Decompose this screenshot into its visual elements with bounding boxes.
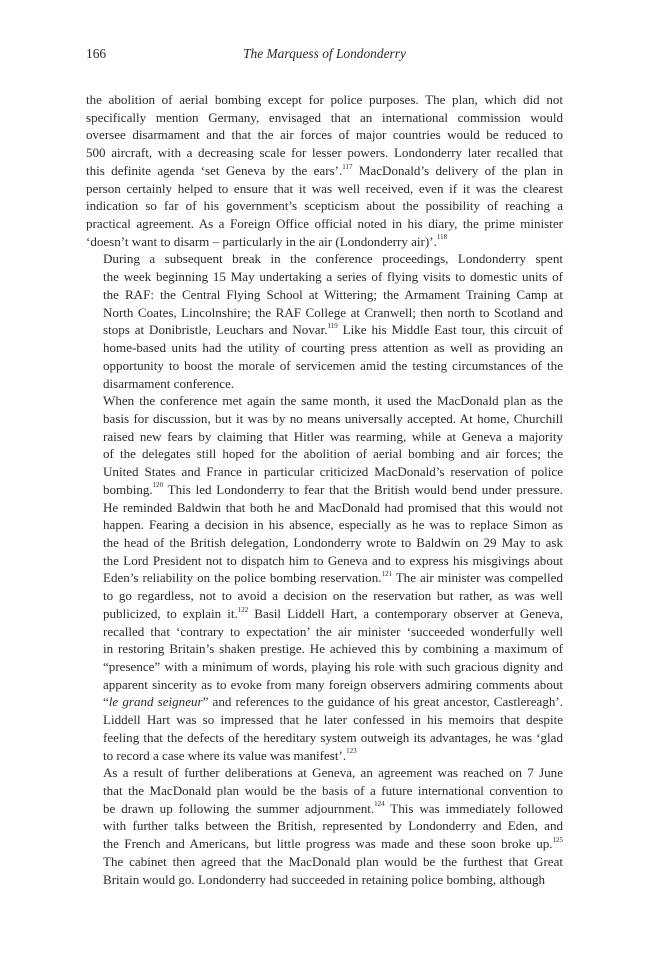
text-run: As a result of further deliberations at Geneva, an agreement was reached on 7 June [103,765,563,781]
text-run: that the MacDonald plan would be the basis of a future international convention to [103,783,563,799]
text-line [86,835,563,853]
text-line [86,516,563,534]
text-run: 500 aircraft, with a decreasing scale for lesser powers. Londonderry later recalled that [86,145,563,161]
text-run: This led Londonderry to fear that the British would bend under pressure. [163,481,563,497]
text-run: with further talks between the British, represented by Londonderry and Eden, and [103,818,563,834]
text-run: specifically mention Germany, envisaged that an international commission would [86,109,563,125]
text-line [86,250,563,268]
page-number: 166 [86,46,107,61]
footnote-ref: 123 [346,747,357,756]
text-run: the RAF: the Central Flying School at Wittering; the Armament Training Camp at [103,286,563,302]
text-run: to go regardless, not to avoid a decision on the reservation but rather, as was well [103,588,563,604]
text-run: ‘doesn’t want to disarm – particularly in the air (Londonderry air)’. [86,233,437,249]
paragraph [86,91,563,250]
text-line [86,428,563,446]
text-run: this definite agenda ‘set Geneva by the ears’. [86,162,343,178]
text-line [86,764,563,782]
text-run: oversee disarmament and that the air forces of major countries would be reduced to [86,127,563,143]
text-line [86,587,563,605]
footnote-ref: 119 [327,322,338,330]
footnote-ref: 118 [436,233,448,242]
text-line [86,640,563,658]
text-run: Like his Middle East tour, this circuit of [337,322,564,338]
text-run: MacDonald’s delivery of the plan in [352,162,564,178]
text-line [86,552,563,570]
text-line [86,658,563,676]
text-run: the head of the British delegation, Londonderry wrote to Baldwin on 29 May to ask [103,534,563,550]
text-run: indication so far of his government’s scepticism about the possibility of reaching a [86,198,563,214]
text-line [86,392,563,410]
footnote-ref: 124 [374,800,385,809]
text-line [86,463,563,481]
text-run: bombing. [103,481,153,497]
text-line [86,339,563,357]
text-run: basis for discussion, but it was by no means universally accepted. At home, Churchill [103,410,563,426]
text-line [86,91,563,109]
text-run: stops at Donibristle, Leuchars and Novar. [103,322,328,338]
text-run: to record a case where its value was manifest’. [103,747,347,763]
footnote-ref: 125 [552,835,563,844]
text-run: be drawn up following the summer adjournment. [103,800,375,816]
text-line [86,180,563,198]
text-run: happen. Fearing a decision in his absence, especially as he was to replace Simon as [103,517,563,533]
text-run: publicized, to explain it. [103,605,238,621]
text-line [86,481,563,499]
text-line [86,215,563,233]
text-line [86,144,563,162]
text-run: feeling that the defects of the hereditary system outweigh its advantages, he was ‘glad [103,729,563,745]
text-line [86,233,563,251]
text-line [86,162,563,180]
text-run: United States and France in particular criticized MacDonald’s reservation of police [103,464,563,480]
text-line [86,410,563,428]
text-run: Eden’s reliability on the police bombing reservation. [103,570,382,586]
text-line [86,109,563,127]
footnote-ref: 121 [381,570,392,579]
text-line [86,782,563,800]
text-line [86,375,563,393]
text-line [86,126,563,144]
footnote-ref: 117 [342,162,353,171]
text-run: ” and references to the guidance of his great ancestor, Castlereagh’. [202,694,564,710]
text-line [86,817,563,835]
paragraph [86,250,563,392]
footnote-ref: 120 [152,481,164,490]
text-line [86,676,563,694]
text-run: North Coates, Lincolnshire; the RAF College at Cranwell; then north to Scotland and [103,304,563,320]
paragraph [86,764,563,888]
text-line [86,605,563,623]
italic-text: le grand seigneur [108,694,203,710]
text-run: “presence” with a minimum of words, playing his role with such gracious dignity and [103,659,563,674]
text-run: When the conference met again the same month, it used the MacDonald plan as the [103,393,563,409]
text-run: During a subsequent break in the conference proceedings, Londonderry spent [103,251,563,267]
running-head: The Marquess of Londonderry [243,46,406,61]
text-line [86,623,563,641]
text-run: raised new fears by claiming that Hitler was rearming, while at Geneva a majority [103,428,563,444]
text-run: Basil Liddell Hart, a contemporary observer at Geneva, [248,605,563,621]
text-run: Britain would go. Londonderry had succeeded in retaining police bombing, although [103,871,546,887]
text-line [86,729,563,747]
text-run: the French and Americans, but little progress was made and these soon broke up. [103,836,553,852]
text-run: He reminded Baldwin that both he and MacDonald had promised that this would not [103,499,563,515]
text-line [86,693,563,711]
text-line [86,304,563,322]
text-line [86,197,563,215]
text-line [86,711,563,729]
text-run: home-based units had the utility of courting press attention as well as providing an [103,340,563,356]
book-page [86,0,563,888]
footnote-ref: 122 [237,605,249,614]
text-line [86,871,563,889]
text-run: the abolition of aerial bombing except for police purposes. The plan, which did not [86,92,563,107]
text-line [86,268,563,286]
text-run: The cabinet then agreed that the MacDonald plan would be the furthest that Great [103,853,563,869]
text-line [86,853,563,871]
paragraph [86,392,563,764]
body-text [86,91,563,888]
text-line [86,321,563,339]
text-run: opportunity to boost the morale of servicemen amid the testing circumstances of the [103,357,563,373]
text-run: “ [103,694,109,710]
page-header [86,46,563,66]
text-line [86,357,563,375]
text-run: the Lord President not to dispatch him to Geneva and to express his misgivings about [103,552,563,568]
text-line [86,800,563,818]
text-run: recalled that ‘contrary to expectation’ the air minister ‘succeeded wonderfully well [103,623,563,639]
text-line [86,445,563,463]
text-run: of the delegates still hoped for the abolition of aerial bombing and air forces; the [103,446,563,462]
text-line [86,747,563,765]
text-line [86,534,563,552]
text-line [86,499,563,517]
text-run: apparent sincerity as to evoke from many foreign observers admiring comments about [103,676,563,692]
text-run: Liddell Hart was so impressed that he later confessed in his memoirs that despite [103,712,563,728]
text-run: the week beginning 15 May undertaking a series of flying visits to domestic units of [103,269,563,285]
text-line [86,286,563,304]
text-run: person certainly helped to ensure that it was well received, even if it was the clearest [86,180,563,196]
text-line [86,569,563,587]
text-run: practical agreement. As a Foreign Office official noted in his diary, the prime minister [86,216,563,232]
text-run: in restoring Britain’s shaken prestige. He achieved this by combining a maximum of [103,641,563,657]
text-run: This was immediately followed [384,800,563,816]
text-run: disarmament conference. [103,375,235,391]
text-run: The air minister was compelled [391,570,563,586]
